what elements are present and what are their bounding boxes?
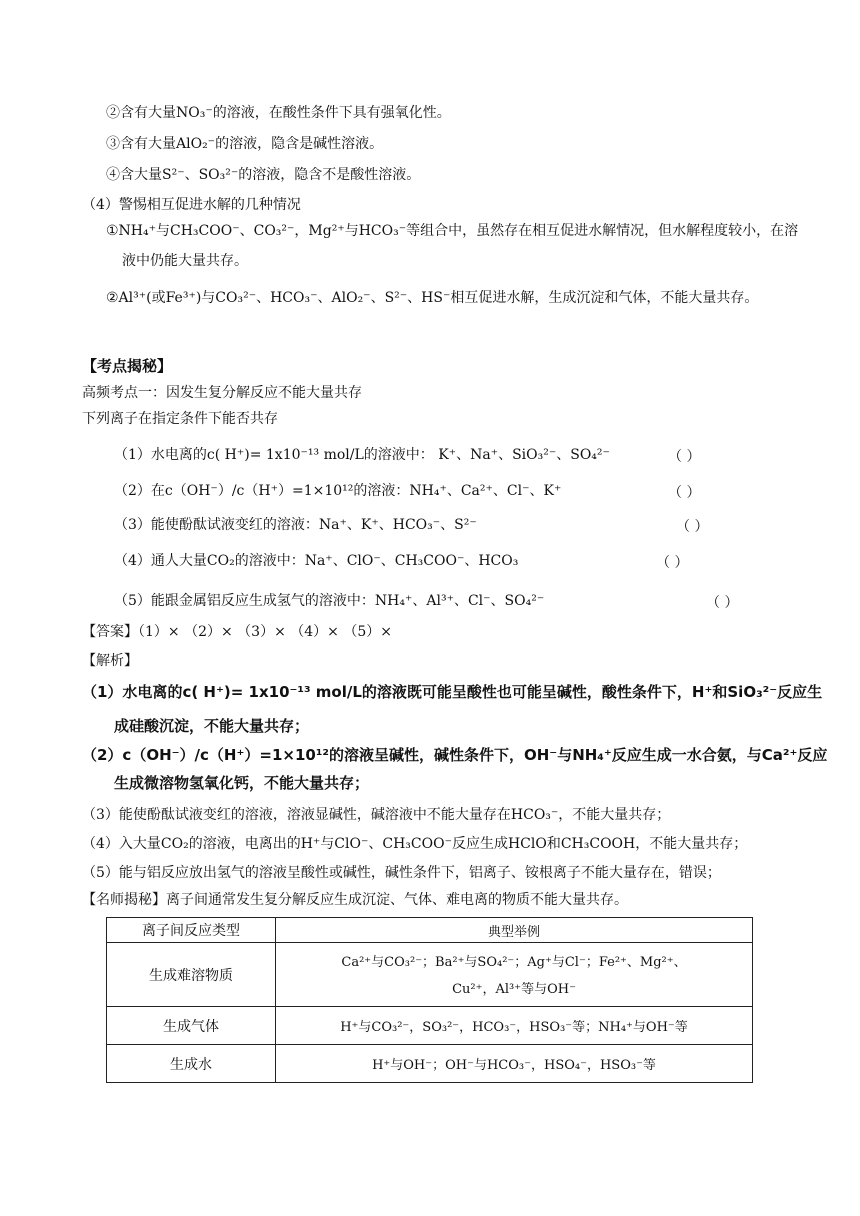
analysis-line: 生成微溶物氢氧化钙，不能大量共存； [114, 774, 370, 792]
question-item: （2）在c（OH⁻）/c（H⁺）=1×10¹²的溶液：NH₄⁺、Ca²⁺、Cl⁻、K⁺ [114, 483, 562, 499]
answer-paren: （ ） [676, 519, 709, 535]
hydrolysis-item-2: ②Al³⁺(或Fe³⁺)与CO₃²⁻、HCO₃⁻、AlO₂⁻、S²⁻、HS⁻相互促进水解，生成沉淀和气体，不能大量共存。 [106, 290, 759, 306]
analysis-line: （3）能使酚酞试液变红的溶液，溶液显碱性，碱溶液中不能大量存在HCO₃⁻，不能大量共存； [82, 807, 671, 823]
answer-paren: （ ） [706, 595, 739, 611]
heading-hydrolysis: （4）警惕相互促进水解的几种情况 [82, 197, 301, 213]
answer-line: 【答案】（1）× （2）× （3）× （4）× （5）× [82, 624, 392, 640]
question-item: （3）能使酚酞试液变红的溶液：Na⁺、K⁺、HCO₃⁻、S²⁻ [114, 517, 477, 533]
table-cell-example [276, 943, 753, 1007]
teacher-summary: 【名师揭秘】离子间通常发生复分解反应生成沉淀、气体、难电离的物质不能大量共存。 [82, 892, 628, 908]
question-item: （4）通人大量CO₂的溶液中：Na⁺、ClO⁻、CH₃COO⁻、HCO₃ [114, 553, 519, 569]
analysis-line: （2）c（OH⁻）/c（H⁺）=1×10¹²的溶液呈碱性，碱性条件下，OH⁻与NH₄⁺反应生成一水合氨，与Ca²⁺反应 [82, 746, 828, 764]
analysis-line: （5）能与铝反应放出氢气的溶液呈酸性或碱性，碱性条件下，铝离子、铵根离子不能大量存在，错误； [82, 865, 721, 881]
question-item: （1）水电离的c( H⁺)= 1x10⁻¹³ mol/L的溶液中： K⁺、Na⁺、SiO₃²⁻、SO₄²⁻ [114, 447, 610, 463]
analysis-line: （4）入大量CO₂的溶液，电离出的H⁺与ClO⁻、CH₃COO⁻反应生成HClO和CH₃COOH，不能大量共存； [82, 836, 748, 852]
hydrolysis-item-1: ①NH₄⁺与CH₃COO⁻、CO₃²⁻，Mg²⁺与HCO₃⁻等组合中，虽然存在相互促进水解情况，但水解程度较小，在溶 [106, 223, 799, 239]
question-line: 下列离子在指定条件下能否共存 [82, 411, 278, 427]
analysis-line: （1）水电离的c( H⁺)= 1x10⁻¹³ mol/L的溶液既可能呈酸性也可能呈碱性，酸性条件下，H⁺和SiO₃²⁻反应生 [82, 683, 823, 701]
analysis-line: 成硅酸沉淀，不能大量共存； [114, 717, 310, 735]
table-row [107, 943, 753, 1007]
table-row [107, 1045, 753, 1083]
example-line: Cu²⁺，Al³⁺等与OH⁻ [452, 981, 576, 997]
table-cell-type: 生成气体 [107, 1007, 276, 1045]
intro-line-s2: ④含大量S²⁻、SO₃²⁻的溶液，隐含不是酸性溶液。 [106, 167, 421, 183]
question-item: （5）能跟金属铝反应生成氢气的溶液中：NH₄⁺、Al³⁺、Cl⁻、SO₄²⁻ [114, 593, 545, 609]
intro-line-no3: ②含有大量NO₃⁻的溶液，在酸性条件下具有强氧化性。 [106, 105, 451, 121]
table-cell-example: H⁺与OH⁻；OH⁻与HCO₃⁻，HSO₄⁻，HSO₃⁻等 [276, 1045, 753, 1083]
analysis-label: 【解析】 [82, 653, 138, 669]
section-title: 【考点揭秘】 [82, 357, 173, 375]
table-header-example: 典型举例 [276, 918, 753, 943]
answer-paren: （ ） [656, 555, 689, 571]
answer-paren: （ ） [668, 485, 701, 501]
hydrolysis-item-1-cont: 液中仍能大量共存。 [122, 253, 248, 269]
table-row [107, 1007, 753, 1045]
table-cell-type: 生成水 [107, 1045, 276, 1083]
answer-paren: （ ） [668, 449, 701, 465]
example-line: Ca²⁺与CO₃²⁻；Ba²⁺与SO₄²⁻；Ag⁺与Cl⁻；Fe²⁺、Mg²⁺、 [341, 954, 687, 970]
table-cell-example: H⁺与CO₃²⁻，SO₃²⁻，HCO₃⁻，HSO₃⁻等；NH₄⁺与OH⁻等 [276, 1007, 753, 1045]
topic-line: 高频考点一：因发生复分解反应不能大量共存 [82, 385, 362, 401]
intro-line-alo2: ③含有大量AlO₂⁻的溶液，隐含是碱性溶液。 [106, 136, 384, 152]
reaction-type-table [106, 917, 753, 1083]
table-cell-type: 生成难溶物质 [107, 943, 276, 1007]
table-header-type: 离子间反应类型 [107, 918, 276, 943]
